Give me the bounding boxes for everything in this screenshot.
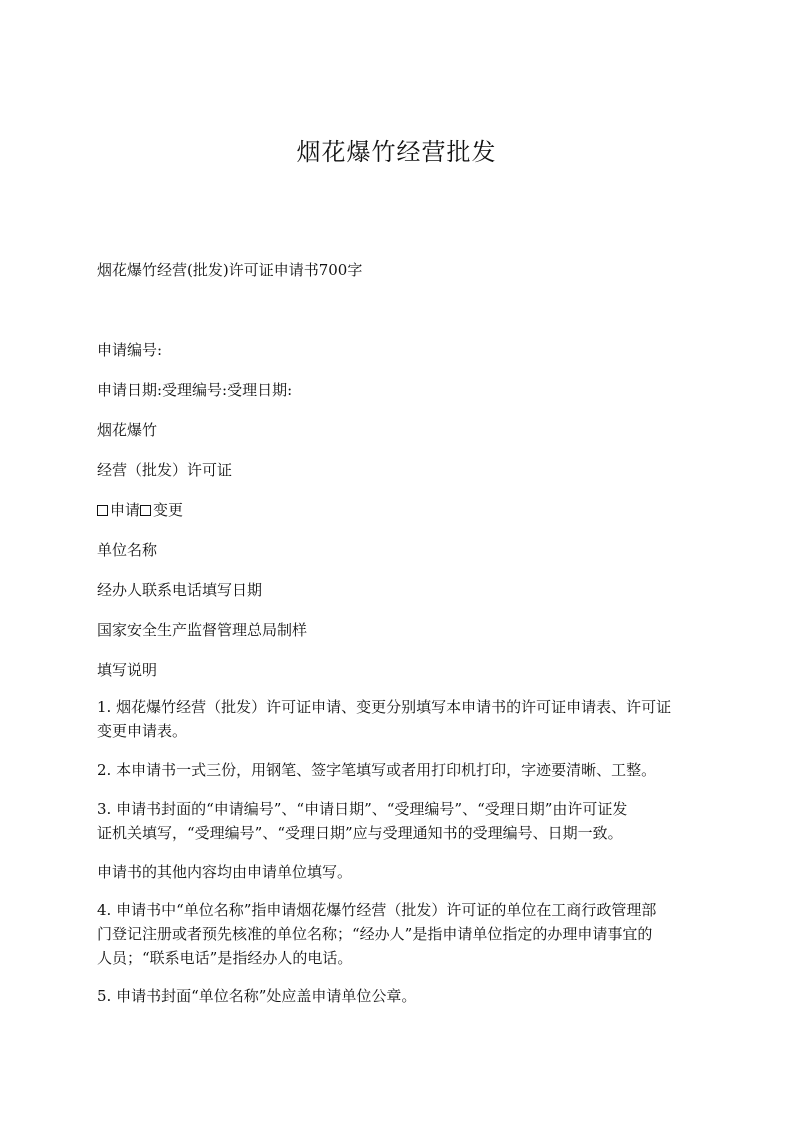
apply-option-label: 申请: [110, 501, 141, 519]
cover-heading-line1: 烟花爆竹: [97, 421, 158, 439]
instruction-item-3-note: 申请书的其他内容均由申请单位填写。: [97, 863, 353, 881]
contact-line: 经办人联系电话填写日期: [97, 581, 263, 599]
document-title: 烟花爆竹经营批发: [296, 138, 497, 166]
cover-heading-line2: 经营（批发）许可证: [97, 461, 233, 479]
instruction-item-5: 5. 申请书封面“单位名称”处应盖申请单位公章。: [97, 987, 417, 1005]
instruction-item-3-row-1: 3. 申请书封面的“申请编号”、“申请日期”、“受理编号”、“受理日期”由许可证发: [97, 800, 628, 818]
application-type-options: [97, 498, 709, 522]
instructions-heading: 填写说明: [97, 661, 158, 679]
change-option-label: 变更: [153, 501, 184, 519]
document-subtitle: 烟花爆竹经营(批发)许可证申请书700字: [97, 261, 363, 279]
instruction-item-4-row-1: 4. 申请书中“单位名称”指申请烟花爆竹经营（批发）许可证的单位在工商行政管理部: [97, 901, 657, 919]
instruction-item-4-row-3: 人员；“联系电话”是指经办人的电话。: [97, 949, 353, 967]
instruction-item-1-row-2: 变更申请表。: [97, 722, 188, 740]
unit-name-label: 单位名称: [97, 541, 158, 559]
instruction-item-1-row-1: 1. 烟花爆竹经营（批发）许可证申请、变更分别填写本申请书的许可证申请表、许可证: [97, 698, 672, 716]
dates-line: 申请日期:受理编号:受理日期:: [97, 381, 293, 399]
issuer-line: 国家安全生产监督管理总局制样: [97, 621, 308, 639]
instruction-item-3-row-2: 证机关填写，“受理编号”、“受理日期”应与受理通知书的受理编号、日期一致。: [97, 824, 623, 842]
apply-checkbox[interactable]: [97, 505, 108, 516]
instruction-item-3: [97, 797, 709, 845]
instruction-item-4: [97, 898, 709, 970]
application-number-label: 申请编号:: [97, 341, 163, 359]
change-checkbox[interactable]: [140, 505, 151, 516]
instruction-item-4-row-2: 门登记注册或者预先核准的单位名称；“经办人”是指申请单位指定的办理申请事宜的: [97, 925, 653, 943]
instruction-item-1: [97, 695, 709, 743]
instruction-item-2: 2. 本申请书一式三份，用钢笔、签字笔填写或者用打印机打印，字迹要清晰、工整。: [97, 761, 657, 779]
